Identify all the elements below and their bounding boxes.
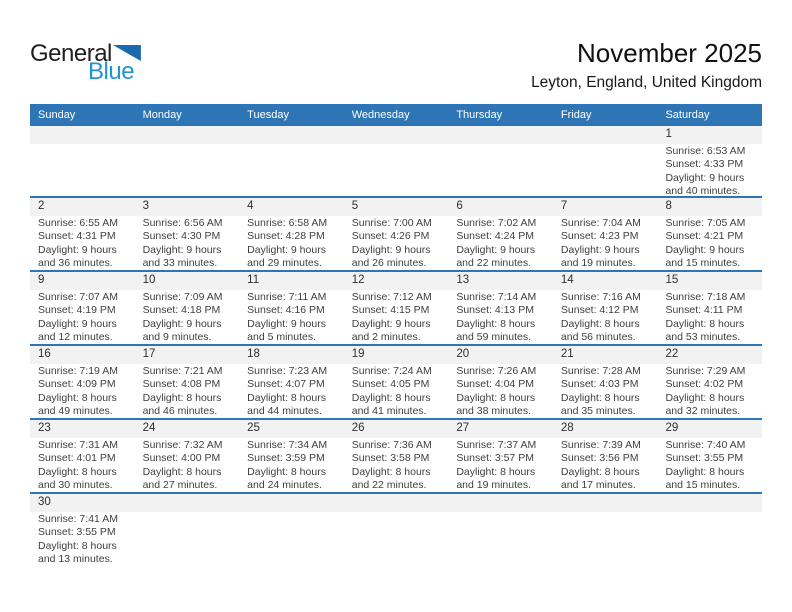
weekday-tuesday: Tuesday xyxy=(247,109,289,121)
day-number-strip xyxy=(30,494,762,512)
day-detail-line: Sunset: 4:23 PM xyxy=(560,230,639,243)
day-detail-line: Sunset: 3:55 PM xyxy=(38,526,116,539)
weekday-sunday: Sunday xyxy=(38,109,76,121)
day-cell-17 xyxy=(135,364,240,419)
day-cell-30 xyxy=(30,512,135,567)
day-number-6: 6 xyxy=(456,200,463,212)
day-detail-line: Daylight: 8 hours xyxy=(38,539,117,552)
day-detail-line: and 15 minutes. xyxy=(665,257,741,270)
day-number-empty xyxy=(344,494,449,512)
day-detail-line: Sunset: 4:18 PM xyxy=(142,304,221,317)
day-cell-2 xyxy=(30,216,135,271)
day-cell-24 xyxy=(135,438,240,493)
day-detail-line: Sunset: 4:02 PM xyxy=(665,378,744,391)
day-number-strip xyxy=(30,420,762,438)
day-detail-line: Sunset: 4:15 PM xyxy=(351,304,430,317)
weekday-friday: Friday xyxy=(560,109,592,121)
weekday-monday: Monday xyxy=(142,109,182,121)
day-number-empty xyxy=(239,126,344,144)
weeks-container xyxy=(30,126,762,578)
day-number-13: 13 xyxy=(456,274,470,286)
day-detail-line: and 36 minutes. xyxy=(38,257,113,270)
week-row xyxy=(30,346,762,420)
week-body xyxy=(30,144,762,199)
day-detail-line: Daylight: 8 hours xyxy=(456,465,536,478)
weekday-header-row xyxy=(30,104,762,126)
day-number-4: 4 xyxy=(247,200,254,212)
day-detail-line: Daylight: 9 hours xyxy=(665,243,745,256)
week-row xyxy=(30,198,762,272)
day-detail-line: and 30 minutes. xyxy=(38,479,113,492)
day-detail-line: Sunrise: 7:31 AM xyxy=(38,439,118,451)
day-detail-line: Sunrise: 7:09 AM xyxy=(142,291,223,303)
day-detail-line: Sunrise: 7:05 AM xyxy=(665,217,746,229)
day-detail-line: Sunset: 3:55 PM xyxy=(665,452,744,465)
day-detail-line: Sunrise: 7:12 AM xyxy=(351,291,432,303)
day-detail-line: and 5 minutes. xyxy=(247,331,317,344)
day-number-empty xyxy=(344,126,449,144)
day-number-empty xyxy=(553,126,658,144)
day-detail-line: Sunset: 4:13 PM xyxy=(456,304,534,317)
day-detail-line: and 19 minutes. xyxy=(560,257,636,270)
day-detail-line: Sunrise: 7:00 AM xyxy=(351,217,432,229)
day-detail-line: Daylight: 8 hours xyxy=(247,465,326,478)
day-detail-line: and 2 minutes. xyxy=(351,331,421,344)
day-detail-line: and 9 minutes. xyxy=(142,331,212,344)
day-detail-line: Sunset: 4:01 PM xyxy=(38,452,116,465)
day-detail-line: Daylight: 8 hours xyxy=(560,465,640,478)
day-detail-line: Sunset: 4:05 PM xyxy=(351,378,430,391)
day-detail-line: Daylight: 9 hours xyxy=(351,317,431,330)
day-cell-9 xyxy=(30,290,135,345)
day-detail-line: Sunset: 4:31 PM xyxy=(38,230,116,243)
day-detail-line: Daylight: 8 hours xyxy=(665,465,745,478)
day-detail-line: Sunrise: 7:07 AM xyxy=(38,291,118,303)
day-detail-line: Daylight: 9 hours xyxy=(665,171,745,184)
day-detail-line: Daylight: 9 hours xyxy=(247,317,326,330)
day-number-16: 16 xyxy=(38,348,51,360)
week-body xyxy=(30,512,762,567)
day-cell-27 xyxy=(448,438,553,493)
day-detail-line: Sunrise: 7:23 AM xyxy=(247,365,328,377)
day-number-12: 12 xyxy=(351,274,365,286)
day-cell-empty xyxy=(553,144,658,199)
week-row xyxy=(30,494,762,578)
day-detail-line: Sunrise: 6:56 AM xyxy=(142,217,223,229)
day-number-18: 18 xyxy=(247,348,260,360)
day-detail-line: Daylight: 8 hours xyxy=(456,391,536,404)
day-detail-line: and 44 minutes. xyxy=(247,405,322,418)
page-title: November 2025 xyxy=(577,38,762,68)
day-cell-empty xyxy=(553,512,658,567)
day-cell-6 xyxy=(448,216,553,271)
day-detail-line: Sunset: 4:33 PM xyxy=(665,158,744,171)
weekday-saturday: Saturday xyxy=(665,109,710,121)
day-cell-3 xyxy=(135,216,240,271)
day-detail-line: and 46 minutes. xyxy=(142,405,218,418)
weekday-thursday: Thursday xyxy=(456,109,503,121)
day-number-20: 20 xyxy=(456,348,470,360)
page-subtitle: Leyton, England, United Kingdom xyxy=(531,74,762,91)
day-detail-line: Daylight: 9 hours xyxy=(247,243,326,256)
day-number-22: 22 xyxy=(665,348,679,360)
day-number-empty xyxy=(657,494,762,512)
day-detail-line: Sunrise: 7:28 AM xyxy=(560,365,641,377)
day-number-21: 21 xyxy=(560,348,574,360)
day-number-25: 25 xyxy=(247,422,260,434)
day-detail-line: Sunrise: 7:21 AM xyxy=(142,365,223,377)
day-number-28: 28 xyxy=(560,422,574,434)
logo-text-blue: Blue xyxy=(88,58,135,85)
week-body xyxy=(30,364,762,419)
day-detail-line: Daylight: 9 hours xyxy=(351,243,431,256)
day-number-3: 3 xyxy=(142,200,149,212)
day-number-empty xyxy=(135,126,240,144)
day-cell-4 xyxy=(239,216,344,271)
day-detail-line: and 22 minutes. xyxy=(351,479,427,492)
day-cell-empty xyxy=(448,512,553,567)
day-cell-28 xyxy=(553,438,658,493)
day-detail-line: Sunrise: 7:11 AM xyxy=(247,291,327,303)
day-detail-line: Daylight: 8 hours xyxy=(247,391,326,404)
day-detail-line: Sunrise: 7:40 AM xyxy=(665,439,746,451)
week-body xyxy=(30,438,762,493)
day-detail-line: and 13 minutes. xyxy=(38,553,113,566)
day-cell-10 xyxy=(135,290,240,345)
day-number-strip xyxy=(30,198,762,216)
day-cell-5 xyxy=(344,216,449,271)
day-detail-line: Sunrise: 7:18 AM xyxy=(665,291,746,303)
day-cell-8 xyxy=(657,216,762,271)
day-detail-line: Sunrise: 7:34 AM xyxy=(247,439,328,451)
day-detail-line: and 33 minutes. xyxy=(142,257,218,270)
day-cell-empty xyxy=(448,144,553,199)
day-detail-line: and 17 minutes. xyxy=(560,479,636,492)
day-detail-line: Daylight: 8 hours xyxy=(351,465,431,478)
day-detail-line: Sunrise: 7:29 AM xyxy=(665,365,746,377)
day-detail-line: and 32 minutes. xyxy=(665,405,741,418)
day-detail-line: Sunset: 4:28 PM xyxy=(247,230,325,243)
day-cell-11 xyxy=(239,290,344,345)
week-row xyxy=(30,420,762,494)
day-detail-line: Sunset: 3:57 PM xyxy=(456,452,534,465)
day-detail-line: Daylight: 8 hours xyxy=(456,317,536,330)
day-detail-line: Sunrise: 7:26 AM xyxy=(456,365,537,377)
day-cell-19 xyxy=(344,364,449,419)
day-cell-26 xyxy=(344,438,449,493)
day-number-8: 8 xyxy=(665,200,672,212)
day-number-24: 24 xyxy=(142,422,156,434)
day-detail-line: Sunset: 4:19 PM xyxy=(38,304,116,317)
day-detail-line: and 12 minutes. xyxy=(38,331,113,344)
page-header xyxy=(0,0,792,104)
general-blue-logo xyxy=(30,40,150,85)
day-number-7: 7 xyxy=(560,200,568,212)
day-number-19: 19 xyxy=(351,348,365,360)
day-detail-line: Sunrise: 7:36 AM xyxy=(351,439,432,451)
day-detail-line: Sunset: 4:26 PM xyxy=(351,230,430,243)
day-detail-line: Daylight: 8 hours xyxy=(560,317,640,330)
day-detail-line: Sunset: 4:30 PM xyxy=(142,230,221,243)
day-number-empty xyxy=(30,126,135,144)
day-detail-line: and 26 minutes. xyxy=(351,257,427,270)
day-number-empty xyxy=(135,494,240,512)
day-cell-29 xyxy=(657,438,762,493)
day-detail-line: Sunset: 4:21 PM xyxy=(665,230,744,243)
day-detail-line: Sunset: 4:00 PM xyxy=(142,452,221,465)
day-detail-line: Sunset: 4:12 PM xyxy=(560,304,639,317)
day-detail-line: and 35 minutes. xyxy=(560,405,636,418)
week-row xyxy=(30,272,762,346)
day-detail-line: Sunset: 4:08 PM xyxy=(142,378,221,391)
day-detail-line: Daylight: 9 hours xyxy=(38,243,117,256)
day-detail-line: Daylight: 8 hours xyxy=(38,465,117,478)
day-detail-line: Sunset: 3:58 PM xyxy=(351,452,430,465)
day-number-empty xyxy=(448,494,553,512)
week-body xyxy=(30,216,762,271)
day-number-1: 1 xyxy=(665,128,672,140)
day-number-strip xyxy=(30,346,762,364)
day-number-27: 27 xyxy=(456,422,470,434)
day-cell-empty xyxy=(135,144,240,199)
day-detail-line: Daylight: 8 hours xyxy=(142,391,222,404)
day-detail-line: and 56 minutes. xyxy=(560,331,636,344)
day-detail-line: and 38 minutes. xyxy=(456,405,532,418)
day-number-empty xyxy=(239,494,344,512)
day-detail-line: Sunrise: 7:14 AM xyxy=(456,291,537,303)
week-row xyxy=(30,126,762,198)
day-detail-line: Daylight: 9 hours xyxy=(560,243,640,256)
day-detail-line: and 24 minutes. xyxy=(247,479,322,492)
day-detail-line: Sunset: 4:11 PM xyxy=(665,304,743,317)
day-cell-20 xyxy=(448,364,553,419)
day-number-15: 15 xyxy=(665,274,679,286)
day-cell-empty xyxy=(30,144,135,199)
day-cell-15 xyxy=(657,290,762,345)
day-number-11: 11 xyxy=(247,274,260,286)
day-detail-line: Daylight: 9 hours xyxy=(142,243,222,256)
day-detail-line: Sunset: 4:04 PM xyxy=(456,378,534,391)
day-number-26: 26 xyxy=(351,422,365,434)
day-detail-line: Sunset: 4:03 PM xyxy=(560,378,639,391)
day-cell-empty xyxy=(344,512,449,567)
day-cell-25 xyxy=(239,438,344,493)
day-cell-1 xyxy=(657,144,762,199)
day-detail-line: Sunset: 3:59 PM xyxy=(247,452,325,465)
day-detail-line: Sunrise: 7:24 AM xyxy=(351,365,432,377)
day-number-23: 23 xyxy=(38,422,51,434)
day-cell-empty xyxy=(344,144,449,199)
day-detail-line: Daylight: 8 hours xyxy=(665,317,745,330)
day-number-9: 9 xyxy=(38,274,45,286)
day-number-strip xyxy=(30,126,762,144)
day-number-5: 5 xyxy=(351,200,359,212)
day-detail-line: Daylight: 8 hours xyxy=(38,391,117,404)
day-detail-line: Daylight: 8 hours xyxy=(560,391,640,404)
day-cell-7 xyxy=(553,216,658,271)
day-detail-line: Sunrise: 7:41 AM xyxy=(38,513,118,525)
day-cell-18 xyxy=(239,364,344,419)
day-detail-line: and 29 minutes. xyxy=(247,257,322,270)
day-detail-line: Sunset: 4:24 PM xyxy=(456,230,534,243)
day-detail-line: Sunrise: 7:04 AM xyxy=(560,217,641,229)
day-cell-empty xyxy=(239,144,344,199)
day-detail-line: Sunrise: 7:37 AM xyxy=(456,439,537,451)
day-cell-empty xyxy=(239,512,344,567)
day-detail-line: and 40 minutes. xyxy=(665,185,741,198)
day-detail-line: Daylight: 8 hours xyxy=(142,465,222,478)
day-cell-12 xyxy=(344,290,449,345)
day-detail-line: and 49 minutes. xyxy=(38,405,113,418)
day-detail-line: and 22 minutes. xyxy=(456,257,532,270)
day-number-strip xyxy=(30,272,762,290)
day-detail-line: Daylight: 8 hours xyxy=(351,391,431,404)
day-number-29: 29 xyxy=(665,422,679,434)
day-detail-line: Daylight: 9 hours xyxy=(456,243,536,256)
week-body xyxy=(30,290,762,345)
day-detail-line: Daylight: 8 hours xyxy=(665,391,745,404)
day-detail-line: and 59 minutes. xyxy=(456,331,532,344)
day-detail-line: Sunrise: 6:53 AM xyxy=(665,145,746,157)
day-number-17: 17 xyxy=(142,348,156,360)
day-cell-empty xyxy=(135,512,240,567)
day-cell-16 xyxy=(30,364,135,419)
day-detail-line: Sunset: 3:56 PM xyxy=(560,452,639,465)
day-cell-13 xyxy=(448,290,553,345)
day-detail-line: Sunset: 4:07 PM xyxy=(247,378,325,391)
day-detail-line: and 53 minutes. xyxy=(665,331,741,344)
day-number-2: 2 xyxy=(38,200,45,212)
weekday-wednesday: Wednesday xyxy=(351,109,410,121)
day-number-empty xyxy=(448,126,553,144)
logo-text-general: General xyxy=(30,40,112,67)
day-detail-line: and 15 minutes. xyxy=(665,479,741,492)
day-detail-line: Sunset: 4:16 PM xyxy=(247,304,325,317)
day-detail-line: and 41 minutes. xyxy=(351,405,427,418)
day-cell-22 xyxy=(657,364,762,419)
day-number-empty xyxy=(553,494,658,512)
day-cell-21 xyxy=(553,364,658,419)
calendar-grid xyxy=(30,104,762,578)
day-detail-line: and 19 minutes. xyxy=(456,479,532,492)
day-number-14: 14 xyxy=(560,274,574,286)
day-detail-line: Sunrise: 7:02 AM xyxy=(456,217,537,229)
day-detail-line: Sunrise: 7:16 AM xyxy=(560,291,641,303)
day-detail-line: Sunset: 4:09 PM xyxy=(38,378,116,391)
day-detail-line: Sunrise: 7:19 AM xyxy=(38,365,118,377)
day-number-30: 30 xyxy=(38,496,51,508)
day-detail-line: and 27 minutes. xyxy=(142,479,218,492)
day-detail-line: Sunrise: 7:39 AM xyxy=(560,439,641,451)
day-number-10: 10 xyxy=(142,274,156,286)
day-detail-line: Sunrise: 6:58 AM xyxy=(247,217,328,229)
day-cell-14 xyxy=(553,290,658,345)
day-cell-23 xyxy=(30,438,135,493)
day-detail-line: Sunrise: 7:32 AM xyxy=(142,439,223,451)
day-detail-line: Sunrise: 6:55 AM xyxy=(38,217,118,229)
day-detail-line: Daylight: 9 hours xyxy=(38,317,117,330)
day-cell-empty xyxy=(657,512,762,567)
day-detail-line: Daylight: 9 hours xyxy=(142,317,222,330)
